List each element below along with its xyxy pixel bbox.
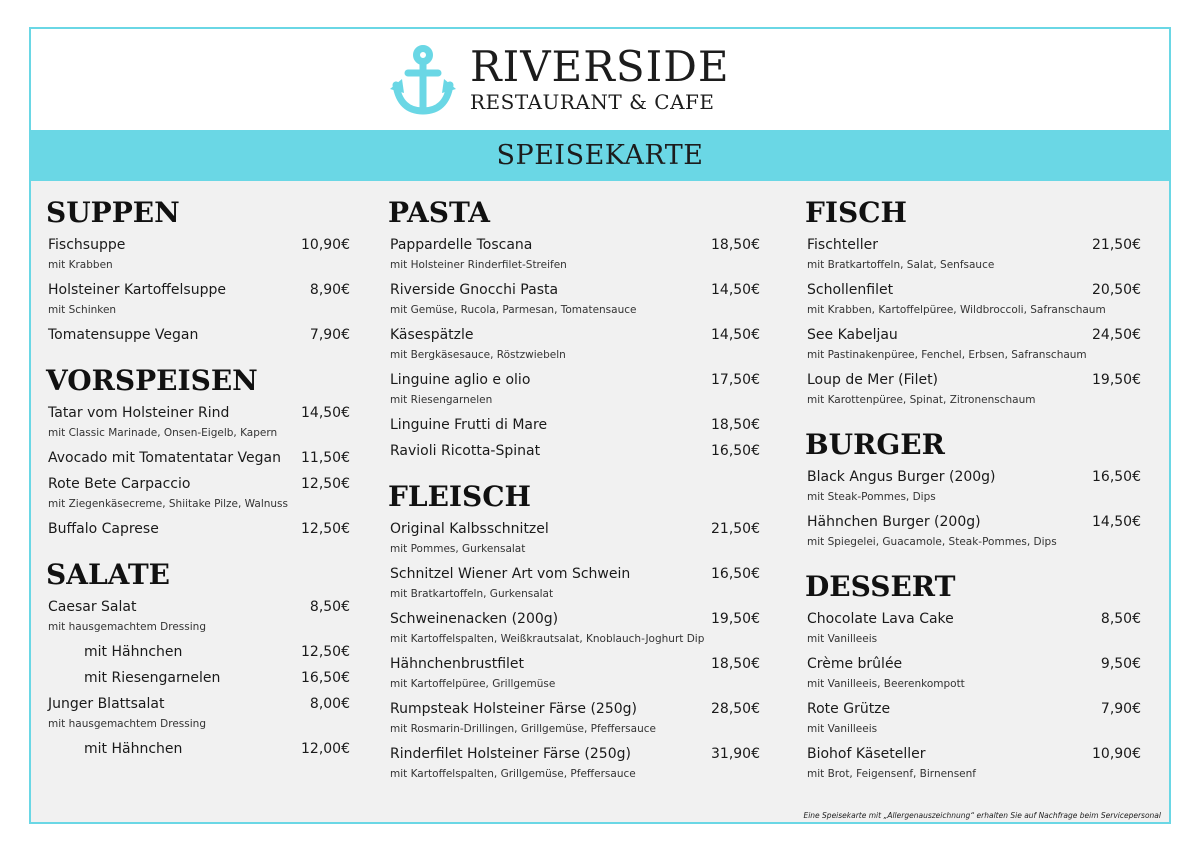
item-name: Rote Grütze [807, 701, 891, 717]
menu-column-left [46, 194, 350, 762]
brand-title: RIVERSIDE [470, 42, 730, 91]
item-price: 24,50€ [1092, 327, 1141, 343]
item-price: 12,50€ [301, 476, 350, 492]
item-price: 16,50€ [301, 670, 350, 686]
section-title: BURGER [805, 428, 945, 461]
item-name: Loup de Mer (Filet) [807, 372, 939, 388]
anchor-icon [388, 45, 458, 117]
menu-item [805, 367, 1141, 412]
menu-item-row [805, 606, 1141, 632]
menu-item [388, 561, 760, 606]
item-name: Linguine Frutti di Mare [390, 417, 548, 433]
item-name: Rumpsteak Holsteiner Färse (250g) [390, 701, 637, 717]
menu-item-row [805, 741, 1141, 767]
menu-item-row [46, 232, 350, 258]
menu-column-middle [388, 194, 760, 786]
item-price: 8,50€ [1100, 611, 1141, 627]
item-name: mit Hähnchen [84, 741, 183, 757]
menu-item-row [388, 232, 760, 258]
allergen-footnote: Eine Speisekarte mit „Allergenauszeichnung“ erhalten Sie auf Nachfrage beim Servicepersonal [803, 811, 1161, 820]
menu-banner [31, 130, 1169, 181]
item-description: mit Steak-Pommes, Dips [807, 491, 936, 503]
menu-item-row [388, 412, 760, 438]
menu-item-row [46, 665, 350, 691]
item-name: Junger Blattsalat [48, 696, 165, 712]
menu-section-vorspeisen [46, 362, 350, 542]
menu-item [46, 691, 350, 736]
section-title: FLEISCH [388, 480, 531, 513]
item-price: 18,50€ [711, 237, 760, 253]
menu-item-row [388, 438, 760, 464]
item-price: 21,50€ [711, 521, 760, 537]
menu-item [46, 400, 350, 445]
section-title: DESSERT [805, 570, 956, 603]
item-name: Schnitzel Wiener Art vom Schwein [390, 566, 631, 582]
menu-item [388, 232, 760, 277]
item-name: Käsespätzle [390, 327, 474, 343]
menu-item-row [805, 232, 1141, 258]
item-price: 19,50€ [711, 611, 760, 627]
item-price: 18,50€ [711, 417, 760, 433]
menu-item-row [805, 696, 1141, 722]
menu-item-row [46, 736, 350, 762]
menu-item-row [388, 516, 760, 542]
item-description: mit Rosmarin-Drillingen, Grillgemüse, Pfeffersauce [390, 723, 656, 735]
item-name: Rote Bete Carpaccio [48, 476, 191, 492]
item-description: mit Vanilleeis [807, 723, 878, 735]
menu-item [46, 639, 350, 665]
item-description: mit Ziegenkäsecreme, Shiitake Pilze, Walnuss [48, 498, 288, 510]
menu-item-row [805, 367, 1141, 393]
item-description: mit Schinken [48, 304, 117, 316]
menu-item-row [46, 471, 350, 497]
menu-item-row [46, 691, 350, 717]
menu-section-salate [46, 556, 350, 762]
item-name: Tatar vom Holsteiner Rind [48, 405, 230, 421]
section-title: SALATE [46, 558, 171, 591]
menu-item [46, 445, 350, 471]
item-name: Crème brûlée [807, 656, 903, 672]
section-title: VORSPEISEN [46, 364, 258, 397]
header [31, 29, 1169, 130]
item-price: 12,00€ [301, 741, 350, 757]
item-price: 17,50€ [711, 372, 760, 388]
item-description: mit Krabben [48, 259, 113, 271]
item-price: 8,50€ [309, 599, 350, 615]
item-price: 7,90€ [309, 327, 350, 343]
item-description: mit Brot, Feigensenf, Birnensenf [807, 768, 976, 780]
menu-item-row [805, 322, 1141, 348]
item-description: mit Kartoffelpüree, Grillgemüse [390, 678, 556, 690]
item-price: 14,50€ [711, 282, 760, 298]
item-description: mit Vanilleeis [807, 633, 878, 645]
menu-section-fisch [805, 194, 1141, 412]
item-name: See Kabeljau [807, 327, 898, 343]
menu-section-suppen [46, 194, 350, 348]
menu-column-right [805, 194, 1141, 786]
menu-item-row [388, 741, 760, 767]
item-description: mit hausgemachtem Dressing [48, 718, 206, 730]
menu-item-row [388, 367, 760, 393]
menu-item-row [805, 277, 1141, 303]
item-name: Original Kalbsschnitzel [390, 521, 549, 537]
menu-section-dessert [805, 568, 1141, 786]
menu-item-row [46, 322, 350, 348]
menu-item [46, 277, 350, 322]
item-name: Black Angus Burger (200g) [807, 469, 996, 485]
menu-section-fleisch [388, 478, 760, 786]
item-description: mit Riesengarnelen [390, 394, 493, 406]
item-name: Riverside Gnocchi Pasta [390, 282, 559, 298]
menu-item-row [388, 651, 760, 677]
menu-item [388, 412, 760, 438]
menu-item [388, 696, 760, 741]
section-title: PASTA [388, 196, 490, 229]
item-price: 20,50€ [1092, 282, 1141, 298]
item-name: mit Hähnchen [84, 644, 183, 660]
item-name: Avocado mit Tomatentatar Vegan [48, 450, 281, 466]
menu-item-row [46, 639, 350, 665]
item-description: mit Kartoffelspalten, Weißkrautsalat, Knoblauch-Joghurt Dip [390, 633, 705, 645]
item-name: Tomatensuppe Vegan [48, 327, 199, 343]
item-name: Hähnchenbrustfilet [390, 656, 525, 672]
item-description: mit Bratkartoffeln, Salat, Senfsauce [807, 259, 995, 271]
menu-item-row [805, 651, 1141, 677]
menu-item [805, 696, 1141, 741]
menu-item [805, 464, 1141, 509]
menu-item-row [805, 464, 1141, 490]
item-description: mit Karottenpüree, Spinat, Zitronenschaum [807, 394, 1036, 406]
item-name: Pappardelle Toscana [390, 237, 533, 253]
menu-item-row [388, 561, 760, 587]
menu-item [388, 516, 760, 561]
menu-item [805, 651, 1141, 696]
menu-item-row [46, 516, 350, 542]
item-price: 21,50€ [1092, 237, 1141, 253]
menu-item [46, 322, 350, 348]
menu-item [805, 741, 1141, 786]
menu-item [805, 606, 1141, 651]
menu-item [46, 471, 350, 516]
item-name: Linguine aglio e olio [390, 372, 531, 388]
menu-item [388, 438, 760, 464]
item-description: mit Gemüse, Rucola, Parmesan, Tomatensauce [390, 304, 637, 316]
item-price: 14,50€ [711, 327, 760, 343]
item-name: Biohof Käseteller [807, 746, 926, 762]
menu-item [805, 232, 1141, 277]
item-price: 31,90€ [711, 746, 760, 762]
item-name: mit Riesengarnelen [84, 670, 221, 686]
item-description: mit Krabben, Kartoffelpüree, Wildbroccoli, Safranschaum [807, 304, 1106, 316]
menu-item [46, 665, 350, 691]
item-price: 18,50€ [711, 656, 760, 672]
item-price: 16,50€ [711, 443, 760, 459]
logo [388, 42, 730, 117]
menu-item [46, 516, 350, 542]
menu-item [388, 741, 760, 786]
item-name: Caesar Salat [48, 599, 137, 615]
item-name: Ravioli Ricotta-Spinat [390, 443, 541, 459]
item-name: Chocolate Lava Cake [807, 611, 954, 627]
item-price: 19,50€ [1092, 372, 1141, 388]
item-price: 7,90€ [1100, 701, 1141, 717]
menu-item-row [388, 606, 760, 632]
menu-item-row [388, 277, 760, 303]
menu-item [46, 594, 350, 639]
item-name: Buffalo Caprese [48, 521, 159, 537]
item-price: 11,50€ [301, 450, 350, 466]
item-price: 14,50€ [1092, 514, 1141, 530]
menu-card [29, 27, 1171, 824]
item-name: Holsteiner Kartoffelsuppe [48, 282, 226, 298]
menu-item-row [46, 594, 350, 620]
item-name: Schweinenacken (200g) [390, 611, 559, 627]
item-description: mit Pommes, Gurkensalat [390, 543, 526, 555]
menu-item-row [388, 322, 760, 348]
menu-item-row [46, 400, 350, 426]
menu-item [805, 277, 1141, 322]
item-description: mit Pastinakenpüree, Fenchel, Erbsen, Safranschaum [807, 349, 1087, 361]
item-name: Fischteller [807, 237, 879, 253]
item-name: Hähnchen Burger (200g) [807, 514, 981, 530]
menu-title: SPEISEKARTE [496, 140, 704, 171]
menu-item-row [805, 509, 1141, 535]
menu-item-row [46, 277, 350, 303]
item-description: mit Bergkäsesauce, Röstzwiebeln [390, 349, 566, 361]
menu-item [388, 651, 760, 696]
item-price: 12,50€ [301, 644, 350, 660]
menu-item [46, 232, 350, 277]
menu-section-burger [805, 426, 1141, 554]
item-price: 16,50€ [711, 566, 760, 582]
item-price: 8,00€ [309, 696, 350, 712]
item-description: mit Classic Marinade, Onsen-Eigelb, Kapern [48, 427, 278, 439]
item-description: mit Bratkartoffeln, Gurkensalat [390, 588, 554, 600]
menu-item [805, 322, 1141, 367]
section-title: FISCH [805, 196, 907, 229]
menu-item [388, 367, 760, 412]
item-price: 10,90€ [301, 237, 350, 253]
item-description: mit Vanilleeis, Beerenkompott [807, 678, 965, 690]
menu-item-row [388, 696, 760, 722]
menu-item [388, 606, 760, 651]
item-name: Rinderfilet Holsteiner Färse (250g) [390, 746, 631, 762]
item-price: 16,50€ [1092, 469, 1141, 485]
item-description: mit Holsteiner Rinderfilet-Streifen [390, 259, 567, 271]
section-title: SUPPEN [46, 196, 180, 229]
item-price: 28,50€ [711, 701, 760, 717]
item-name: Schollenfilet [807, 282, 894, 298]
item-price: 14,50€ [301, 405, 350, 421]
menu-item-row [46, 445, 350, 471]
item-price: 12,50€ [301, 521, 350, 537]
menu-item [388, 277, 760, 322]
item-price: 8,90€ [309, 282, 350, 298]
brand-subtitle: RESTAURANT & CAFE [470, 90, 715, 114]
menu-item [805, 509, 1141, 554]
menu-item [388, 322, 760, 367]
menu-section-pasta [388, 194, 760, 464]
item-name: Fischsuppe [48, 237, 126, 253]
menu-item [46, 736, 350, 762]
item-description: mit Kartoffelspalten, Grillgemüse, Pfeffersauce [390, 768, 636, 780]
item-description: mit hausgemachtem Dressing [48, 621, 206, 633]
item-price: 10,90€ [1092, 746, 1141, 762]
item-description: mit Spiegelei, Guacamole, Steak-Pommes, Dips [807, 536, 1057, 548]
item-price: 9,50€ [1100, 656, 1141, 672]
